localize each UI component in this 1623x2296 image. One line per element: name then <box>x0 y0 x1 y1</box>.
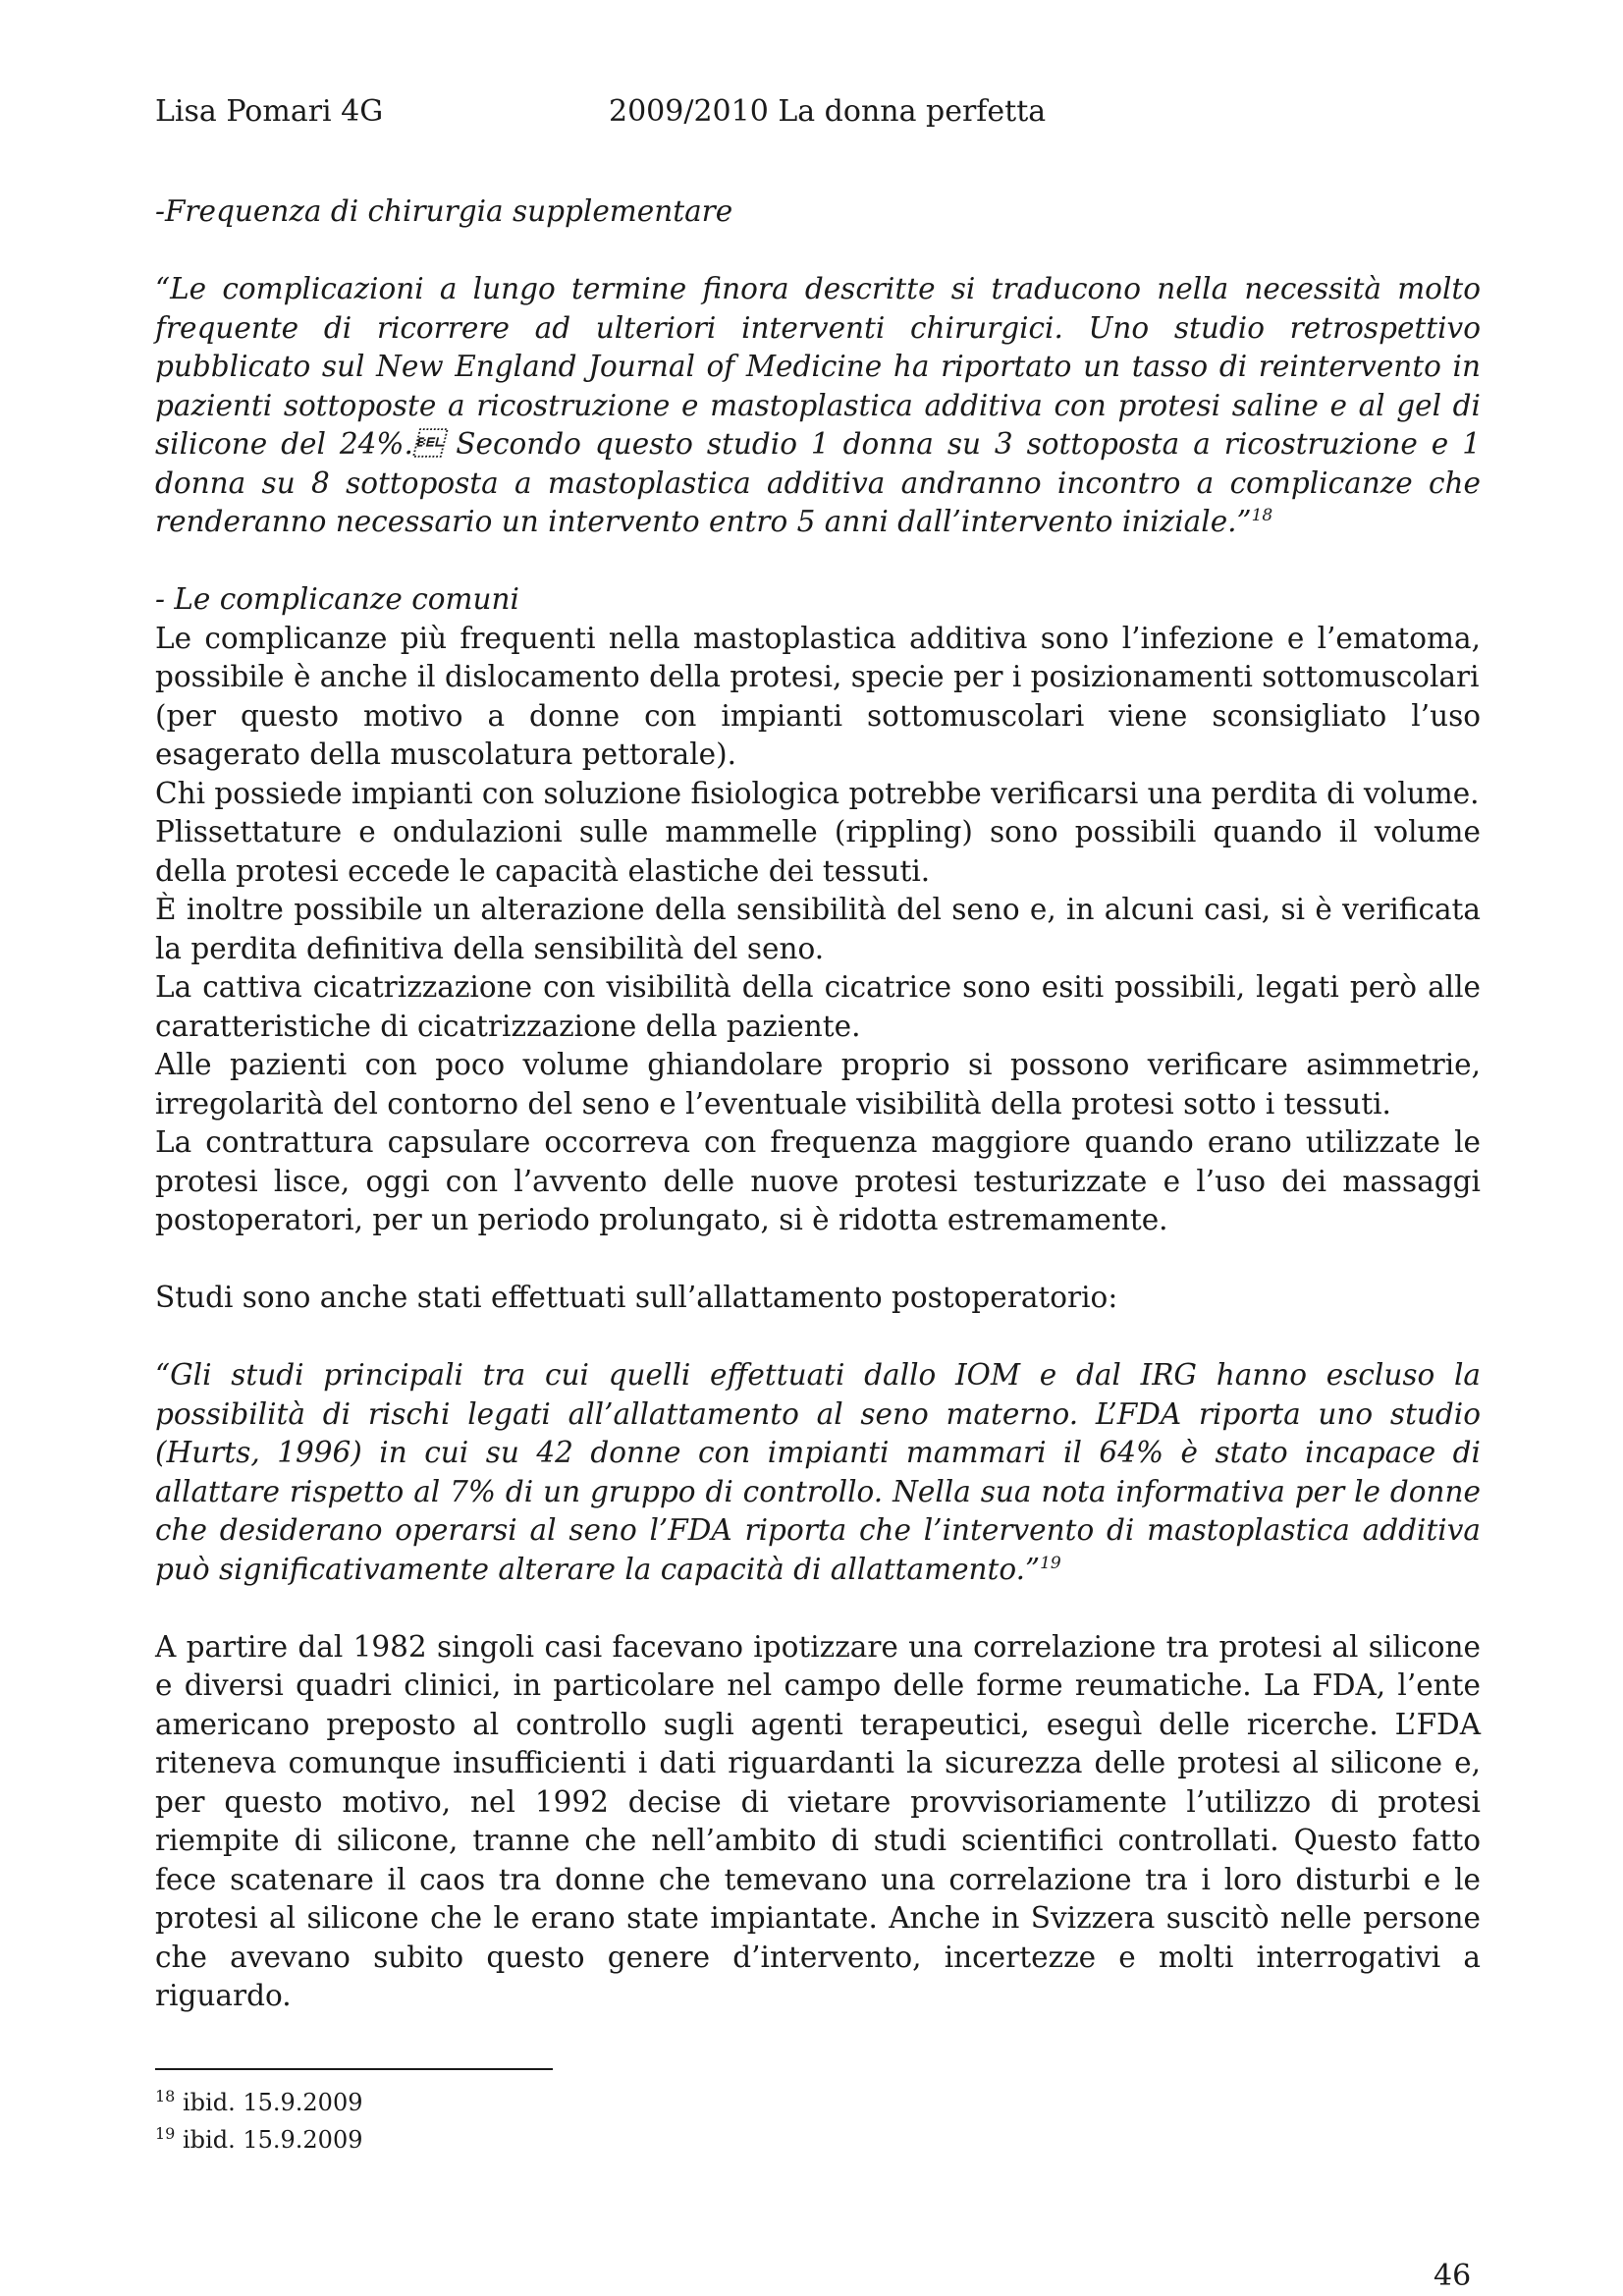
paragraph: Plissettature e ondulazioni sulle mammelle (rippling) sono possibili quando il volume della protesi eccede le capacità elastiche dei tessuti. <box>155 815 1481 888</box>
breastfeeding-intro: Studi sono anche stati effettuati sull’allattamento postoperatorio: <box>155 1281 1118 1314</box>
footnote-text: ibid. 15.9.2009 <box>183 2089 363 2116</box>
footnote <box>155 2084 362 2121</box>
footnote <box>155 2121 362 2159</box>
footnote-number: 18 <box>155 2087 176 2105</box>
paragraph: Chi possiede impianti con soluzione fisiologica potrebbe verificarsi una perdita di volume. <box>155 776 1480 810</box>
quote-text: “Le complicazioni a lungo termine finora descritte si traducono nella necessità molto frequente di ricorrere ad ulteriori interventi chirurgici. Uno studio retrospettivo pubblicato sul New England Journal of Medicine ha riportato un tasso di reintervento in pazienti sottoposte a ricostruzione e mastoplastica additiva con protesi saline e al gel di silicone del 24%. Secondo questo studio 1 donna su 3 sottoposta a ricostruzione e 1 donna su 8 sottoposta a mastoplastica additiva andranno incontro a complicanze che renderanno necessario un intervento entro 5 anni dall’intervento iniziale.” <box>155 272 1481 538</box>
footnote-text: ibid. 15.9.2009 <box>183 2126 363 2154</box>
header-title: 2009/2010 La donna perfetta <box>609 94 1047 129</box>
footnotes <box>155 2084 362 2159</box>
paragraph: (per questo motivo a donne con impianti sottomuscolari viene sconsigliato l’uso esagerato della muscolatura pettorale). <box>155 698 1481 771</box>
quote-breastfeeding <box>155 1356 1481 1589</box>
footnote-number: 19 <box>155 2124 176 2143</box>
paragraph: Le complicanze più frequenti nella mastoplastica additiva sono l’infezione e l’ematoma, possibile è anche il dislocamento della protesi, specie per i posizionamenti sottomuscolari <box>155 621 1481 693</box>
quote-text: “Gli studi principali tra cui quelli effettuati dallo IOM e dal IRG hanno escluso la possibilità di rischi legati all’allattamento al seno materno. L’FDA riporta uno studio (Hurts, 1996) in cui su 42 donne con impianti mammari il 64% è stato incapace di allattare rispetto al 7% di un gruppo di controllo. Nella sua nota informativa per le donne che desiderano operarsi al seno l’FDA riporta che l’intervento di mastoplastica additiva può significativamente alterare la capacità di allattamento.” <box>155 1358 1481 1586</box>
paragraph: Alle pazienti con poco volume ghiandolare proprio si possono verificare asimmetrie, irregolarità del contorno del seno e l’eventuale visibilità della protesi sotto i tessuti. <box>155 1048 1481 1121</box>
section-heading-common-complications: - Le complicanze comuni <box>155 582 519 616</box>
paragraph: La cattiva cicatrizzazione con visibilità della cicatrice sono esiti possibili, legati però alle caratteristiche di cicatrizzazione della paziente. <box>155 970 1481 1043</box>
section-heading-supplementary-surgery: -Frequenza di chirurgia supplementare <box>155 194 733 228</box>
quote-supplementary-surgery <box>155 270 1481 542</box>
page-number: 46 <box>1434 2259 1472 2293</box>
paragraph: È inoltre possibile un alterazione della sensibilità del seno e, in alcuni casi, si è verificata la perdita definitiva della sensibilità del seno. <box>155 893 1481 965</box>
paragraph: La contrattura capsulare occorreva con frequenza maggiore quando erano utilizzate le protesi lisce, oggi con l’avvento delle nuove protesi testurizzate e l’uso dei massaggi postoperatori, per un periodo prolungato, si è ridotta estremamente. <box>155 1125 1481 1236</box>
header-author: Lisa Pomari 4G <box>155 94 384 129</box>
page-body <box>155 192 1481 2016</box>
footnote-divider <box>155 2068 553 2070</box>
footnote-ref: 18 <box>1251 506 1273 526</box>
paragraph-fda-history: A partire dal 1982 singoli casi facevano ipotizzare una correlazione tra protesi al silicone e diversi quadri clinici, in particolare nel campo delle forme reumatiche. La FDA, l’ente americano preposto al controllo sugli agenti terapeutici, eseguì delle ricerche. L’FDA riteneva comunque insufficienti i dati riguardanti la sicurezza delle protesi al silicone e, per questo motivo, nel 1992 decise di vietare provvisoriamente l’utilizzo di protesi riempite di silicone, tranne che nell’ambito di studi scientifici controllati. Questo fatto fece scatenare il caos tra donne che temevano una correlazione tra i loro disturbi e le protesi al silicone che le erano state impiantate. Anche in Svizzera suscitò nelle persone che avevano subito questo genere d’intervento, incertezze e molti interrogativi a riguardo. <box>155 1629 1481 2012</box>
footnote-ref: 19 <box>1040 1553 1061 1573</box>
